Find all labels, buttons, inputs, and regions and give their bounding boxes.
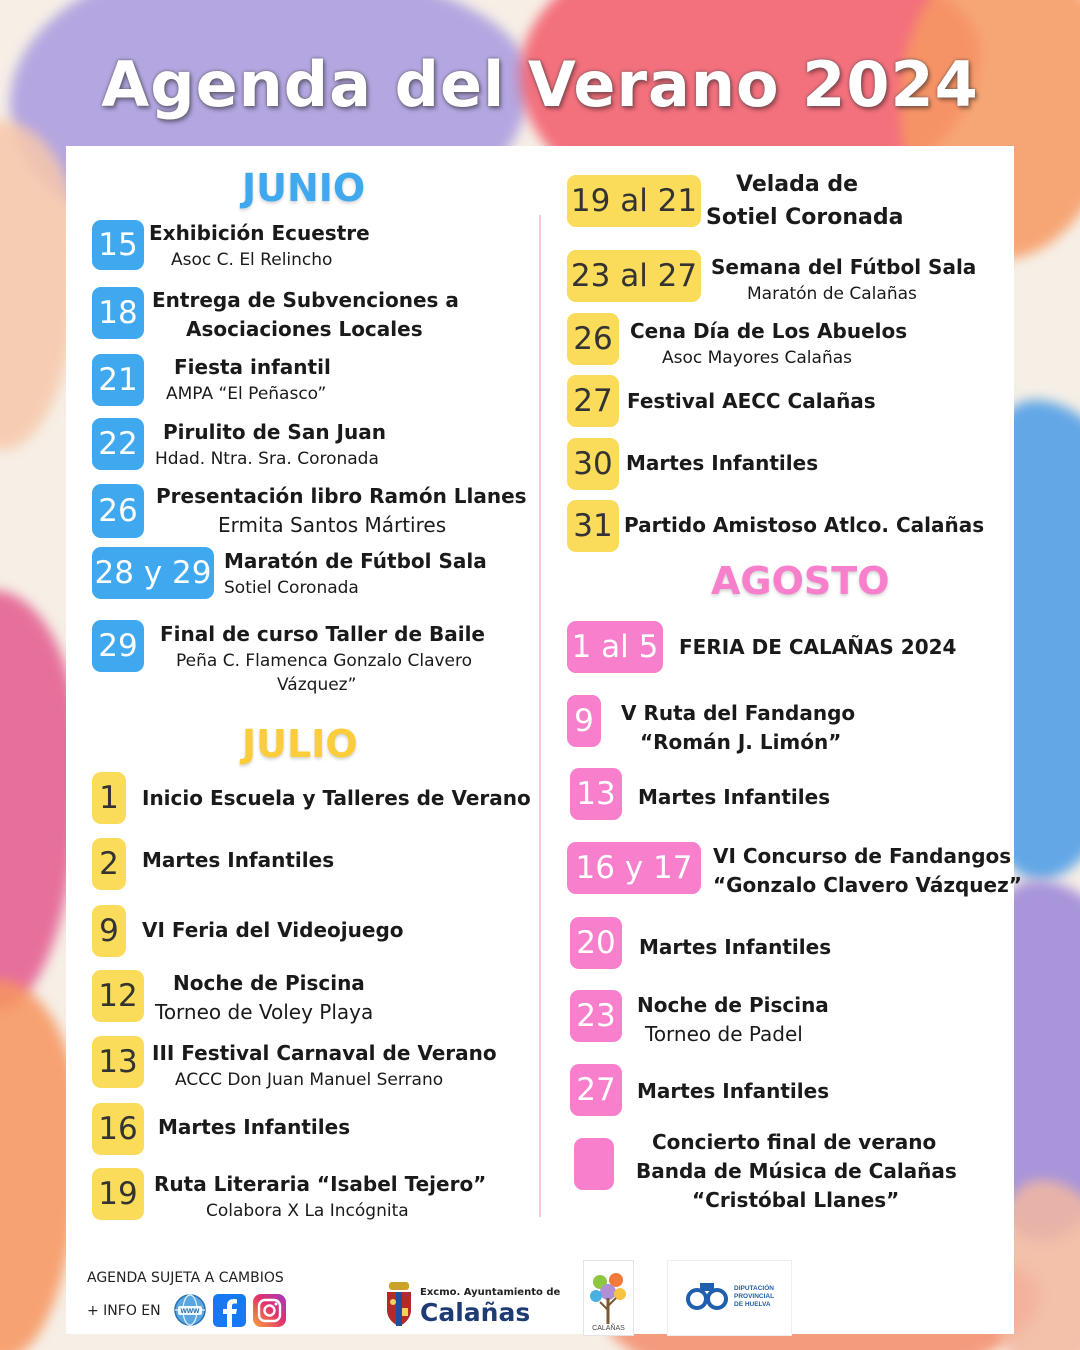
event-title: Pirulito de San Juan: [163, 420, 386, 444]
event-subtitle: Asoc C. El Relincho: [171, 250, 333, 270]
diputacion-line-1: DIPUTACIÓN: [734, 1285, 774, 1292]
event-title: V Ruta del Fandango: [621, 701, 856, 725]
event-date-badge: 16: [92, 1103, 144, 1155]
event-title: Ruta Literaria “Isabel Tejero”: [154, 1172, 487, 1196]
event-subtitle: Peña C. Flamenca Gonzalo Clavero: [176, 651, 473, 671]
event-date-badge: 27: [570, 1064, 622, 1116]
event-title: Presentación libro Ramón Llanes: [156, 484, 527, 508]
event-subtitle: “Gonzalo Clavero Vázquez”: [713, 873, 1022, 897]
event-date-badge: 19: [92, 1168, 144, 1220]
event-title: VI Concurso de Fandangos: [713, 844, 1012, 868]
event-title: Martes Infantiles: [637, 1079, 830, 1103]
ayuntamiento-label: Excmo. Ayuntamiento de: [420, 1287, 561, 1298]
column-divider: [539, 215, 541, 1217]
instagram-icon[interactable]: [253, 1294, 286, 1327]
event-title: Martes Infantiles: [638, 785, 831, 809]
event-title: Martes Infantiles: [626, 451, 819, 475]
tree-logo-icon: [583, 1260, 634, 1336]
tree-logo-text: CALAÑAS: [592, 1325, 625, 1332]
event-date-badge: 16 y 17: [567, 842, 701, 894]
ayuntamiento-name: Calañas: [420, 1298, 531, 1327]
event-title: Martes Infantiles: [639, 935, 832, 959]
event-date-badge: 26: [567, 313, 619, 365]
www-label: www: [180, 1305, 200, 1315]
event-date-badge: 31: [567, 500, 619, 552]
event-subtitle: Torneo de Padel: [645, 1022, 803, 1046]
event-subtitle: Banda de Música de Calañas: [636, 1159, 957, 1183]
event-date-badge: 30: [567, 438, 619, 490]
more-info-label: + INFO EN: [87, 1303, 161, 1319]
event-subtitle: ACCC Don Juan Manuel Serrano: [175, 1070, 444, 1090]
month-junio: JUNIO: [242, 166, 366, 210]
event-subtitle: Asociaciones Locales: [186, 317, 423, 341]
event-title: Concierto final de verano: [652, 1130, 937, 1154]
event-title: Exhibición Ecuestre: [149, 221, 370, 245]
event-title: Fiesta infantil: [174, 355, 331, 379]
event-title: Martes Infantiles: [158, 1115, 351, 1139]
changes-notice: AGENDA SUJETA A CAMBIOS: [87, 1270, 284, 1286]
event-date-badge: 19 al 21: [567, 175, 701, 227]
event-title: Noche de Piscina: [173, 971, 365, 995]
event-subtitle: “Román J. Limón”: [640, 730, 842, 754]
coat-of-arms-icon: [385, 1280, 413, 1328]
diputacion-text: [734, 1285, 774, 1309]
event-subtitle: Sotiel Coronada: [706, 205, 904, 230]
facebook-icon[interactable]: [213, 1294, 246, 1327]
event-title: Partido Amistoso Atlco. Calañas: [624, 513, 985, 537]
event-date-badge: 27: [567, 375, 619, 427]
month-julio: JULIO: [242, 722, 358, 766]
event-date-badge: [574, 1138, 614, 1190]
event-title: Velada de: [736, 172, 859, 197]
event-date-badge: 21: [92, 354, 144, 406]
event-date-badge: 1: [92, 772, 126, 824]
event-date-badge: 2: [92, 838, 126, 890]
event-subtitle: Sotiel Coronada: [224, 578, 359, 598]
event-title: III Festival Carnaval de Verano: [152, 1041, 497, 1065]
event-subtitle: Ermita Santos Mártires: [218, 513, 447, 537]
event-date-badge: 22: [92, 418, 144, 470]
event-subtitle: Torneo de Voley Playa: [155, 1000, 374, 1024]
event-title: Festival AECC Calañas: [627, 389, 876, 413]
event-title: Final de curso Taller de Baile: [160, 622, 485, 646]
event-date-badge: 29: [92, 620, 144, 672]
globe-icon[interactable]: [174, 1294, 206, 1326]
event-date-badge: 20: [570, 917, 622, 969]
event-date-badge: 18: [92, 287, 144, 339]
event-title: Martes Infantiles: [142, 848, 335, 872]
diputacion-line-3: DE HUELVA: [734, 1301, 771, 1308]
event-title: VI Feria del Videojuego: [142, 918, 404, 942]
diputacion-logo-icon: [667, 1260, 792, 1336]
event-subtitle-line2: Vázquez”: [277, 675, 357, 695]
event-date-badge: 23 al 27: [567, 250, 701, 302]
event-subtitle: Maratón de Calañas: [747, 284, 917, 304]
event-date-badge: 23: [570, 990, 622, 1042]
event-date-badge: 26: [92, 484, 144, 538]
event-title: Maratón de Fútbol Sala: [224, 549, 487, 573]
event-date-badge: 28 y 29: [92, 547, 214, 599]
event-subtitle-line2: “Cristóbal Llanes”: [692, 1188, 900, 1212]
event-date-badge: 13: [570, 768, 622, 820]
diputacion-line-2: PROVINCIAL: [734, 1293, 775, 1300]
event-title: Cena Día de Los Abuelos: [630, 319, 908, 343]
event-date-badge: 9: [92, 905, 126, 957]
event-date-badge: 15: [92, 220, 144, 270]
event-date-badge: 9: [567, 695, 601, 747]
event-title: Semana del Fútbol Sala: [711, 255, 977, 279]
event-subtitle: Asoc Mayores Calañas: [662, 348, 852, 368]
event-subtitle: AMPA “El Peñasco”: [166, 384, 327, 404]
event-title: Inicio Escuela y Talleres de Verano: [142, 786, 531, 810]
event-subtitle: Hdad. Ntra. Sra. Coronada: [155, 449, 379, 469]
event-date-badge: 13: [92, 1036, 144, 1088]
page-title: Agenda del Verano 2024: [101, 48, 979, 121]
event-title: Entrega de Subvenciones a: [152, 288, 459, 312]
event-date-badge: 12: [92, 970, 144, 1022]
month-agosto: AGOSTO: [711, 559, 890, 603]
event-subtitle: Colabora X La Incógnita: [206, 1201, 409, 1221]
event-date-badge: 1 al 5: [567, 621, 663, 673]
event-title: FERIA DE CALAÑAS 2024: [679, 635, 957, 659]
event-title: Noche de Piscina: [637, 993, 829, 1017]
